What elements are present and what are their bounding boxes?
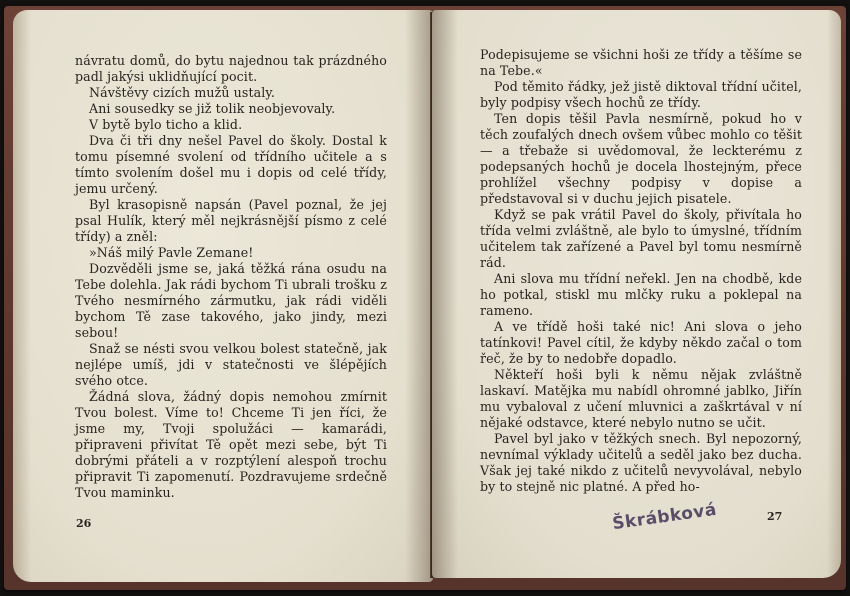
owner-stamp: Škrábková <box>611 499 719 535</box>
left-page-text <box>75 53 387 501</box>
right-page <box>432 10 841 578</box>
paragraph: Dva či tři dny nešel Pavel do školy. Dostal k tomu písemné svolení od třídního učitele a s tímto svolením došel mu i dopis od celé třídy, jemu určený. <box>75 133 387 196</box>
paragraph: V bytě bylo ticho a klid. <box>89 117 243 132</box>
paragraph: Návštěvy cizích mužů ustaly. <box>89 85 275 100</box>
page-number-left: 26 <box>76 517 92 530</box>
paragraph: Byl krasopisně napsán (Pavel poznal, že jej psal Hulík, který měl nejkrásnější písmo z celé třídy) a zněl: <box>75 197 387 244</box>
paragraph: Ani sousedky se již tolik neobjevovaly. <box>89 101 336 116</box>
paragraph: Když se pak vrátil Pavel do školy, přivítala ho třída velmi zvláštně, ale bylo to úmyslné, třídním učitelem tak zařízené a Pavel byl tomu nesmírně rád. <box>480 207 802 270</box>
paragraph: Podepisujeme se všichni hoši ze třídy a těšíme se na Tebe.« <box>480 47 802 78</box>
paragraph: Snaž se nésti svou velkou bolest statečně, jak nejlépe umíš, jdi v statečnosti ve šlépějích svého otce. <box>75 341 387 388</box>
paragraph: »Náš milý Pavle Zemane! <box>89 245 254 260</box>
paragraph: Žádná slova, žádný dopis nemohou zmírnit Tvou bolest. Víme to! Chceme Ti jen říci, že jsme my, Tvoji spolužáci — kamarádi, připraveni přivítat Tě opět mezi sebe, být Ti dobrými přáteli a v rozptýlení alespoň trochu připravit Ti zapomenutí. Pozdravujeme srdečně Tvou maminku. <box>75 389 387 500</box>
page-number-right: 27 <box>767 510 783 523</box>
paragraph: Ten dopis těšil Pavla nesmírně, pokud ho v těch zoufalých dnech ovšem vůbec mohlo co těšit — a třebaže si uvědomoval, že leckterému z podepsaných hochů je docela lhostejným, přece prohlížel všechny podpisy v dopise a představoval si v duchu jejich pisatele. <box>480 111 802 206</box>
left-page <box>13 10 433 582</box>
right-page-text <box>480 47 802 495</box>
paragraph: Dozvěděli jsme se, jaká těžká rána osudu na Tebe dolehla. Jak rádi bychom Ti ubrali trošku z Tvého nesmírného zármutku, jak rádi viděli bychom Tě zase takového, jako jindy, mezi sebou! <box>75 261 387 340</box>
paragraph: Pavel byl jako v těžkých snech. Byl nepozorný, nevnímal výklady učitelů a seděl jako bez ducha. Však jej také nikdo z učitelů nevyvolával, nebylo by to stejně nic platné. A před ho- <box>480 431 802 494</box>
paragraph: Pod těmito řádky, jež jistě diktoval třídní učitel, byly podpisy všech hochů ze třídy. <box>480 79 802 110</box>
paragraph: A ve třídě hoši také nic! Ani slova o jeho tatínkovi! Pavel cítil, že kdyby někdo začal o tom řeč, že by to nedobře dopadlo. <box>480 319 802 366</box>
paragraph: Někteří hoši byli k němu nějak zvláštně laskaví. Matějka mu nabídl ohromné jablko, Jiřín mu vybaloval z učení mluvnici a zaškrtával v ní nějaké odstavce, které nebylo nutno se učit. <box>480 367 802 430</box>
paragraph: návratu domů, do bytu najednou tak prázdného padl jakýsi uklidňující pocit. <box>75 53 387 84</box>
paragraph: Ani slova mu třídní neřekl. Jen na chodbě, kde ho potkal, stiskl mu mlčky ruku a poklepal na rameno. <box>480 271 802 318</box>
